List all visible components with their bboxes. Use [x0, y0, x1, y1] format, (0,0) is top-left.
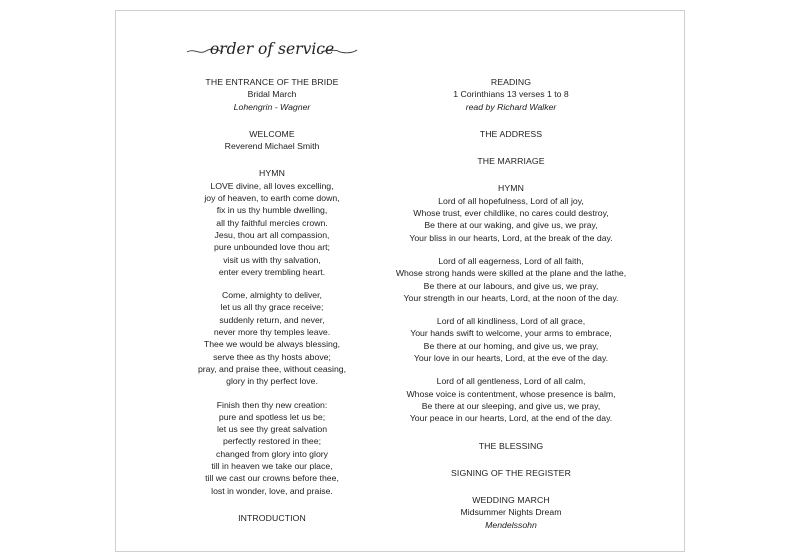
hymn-line: till we cast our crowns before thee,	[205, 473, 339, 484]
welcome-speaker: Reverend Michael Smith	[224, 141, 320, 152]
entrance-composer: Lohengrin - Wagner	[233, 101, 311, 112]
page-title: order of service	[209, 40, 335, 58]
hymn-line: Thee we would be always blessing,	[203, 339, 341, 350]
hymn-heading: HYMN	[259, 168, 285, 179]
hymn-heading: HYMN	[498, 183, 524, 194]
hymn-stanza	[386, 195, 636, 244]
hymn-line: let us all thy grace receive;	[220, 302, 324, 313]
hymn-line: Come, almighty to deliver,	[222, 290, 322, 301]
hymn-line: pray, and praise thee, without ceasing,	[197, 363, 347, 374]
hymn-line: serve thee as thy hosts above;	[213, 351, 331, 362]
hymn-line: visit us with thy salvation,	[223, 254, 321, 265]
hymn-line: Lord of all kindliness, Lord of all grace,	[436, 316, 586, 327]
wedding-march-piece: Midsummer Nights Dream	[460, 507, 562, 518]
hymn-line: Be there at our homing, and give us, we pray,	[423, 340, 599, 351]
hymn-line: Be there at our labours, and give us, we pray,	[423, 280, 599, 291]
hymn-line: Finish then thy new creation:	[216, 399, 328, 410]
hymn-line: Lord of all gentleness, Lord of all calm,	[436, 376, 586, 387]
hymn-line: Lord of all hopefulness, Lord of all joy,	[438, 195, 584, 206]
entrance-heading: THE ENTRANCE OF THE BRIDE	[205, 77, 339, 87]
hymn-stanza	[158, 399, 386, 497]
hymn-line: Be there at our sleeping, and give us, we pray,	[421, 400, 601, 411]
title-block	[186, 39, 358, 61]
hymn-line: lost in wonder, love, and praise.	[211, 485, 333, 496]
hymn-line: Your hands swift to welcome, your arms to embrace,	[410, 328, 612, 339]
hymn-line: glory in thy perfect love.	[226, 376, 318, 387]
welcome-heading: WELCOME	[249, 128, 295, 139]
marriage-heading: THE MARRIAGE	[477, 156, 545, 167]
hymn-stanza	[386, 375, 636, 424]
blessing-heading: THE BLESSING	[478, 440, 544, 451]
hymn-line: Lord of all eagerness, Lord of all faith,	[438, 255, 584, 266]
hymn-stanza	[158, 289, 386, 387]
hymn-line: joy of heaven, to earth come down,	[204, 193, 340, 204]
wedding-march-composer: Mendelssohn	[485, 519, 537, 530]
left-column	[158, 76, 386, 524]
hymn-line: Be there at our waking, and give us, we pray,	[424, 220, 598, 231]
register-heading: SIGNING OF THE REGISTER	[451, 467, 571, 478]
hymn-line: changed from glory into glory	[215, 448, 329, 459]
right-flourish-icon	[320, 46, 358, 56]
hymn-line: Whose voice is contentment, whose presence is balm,	[406, 388, 616, 399]
hymn-line: enter every trembling heart.	[218, 266, 326, 277]
hymn-line: pure and spotless let us be;	[218, 411, 326, 422]
hymn-line: all thy faithful mercies crown.	[216, 217, 328, 228]
hymn-line: pure unbounded love thou art;	[214, 242, 330, 253]
hymn-line: Your strength in our hearts, Lord, at the noon of the day.	[403, 292, 619, 303]
address-heading: THE ADDRESS	[479, 128, 543, 139]
hymn-line: let us see thy great salvation	[216, 424, 328, 435]
hymn-line: Your love in our hearts, Lord, at the eve of the day.	[413, 353, 609, 364]
reading-heading: READING	[490, 77, 532, 87]
hymn-line: Your peace in our hearts, Lord, at the end of the day.	[409, 413, 613, 424]
hymn-line: perfectly restored in thee;	[222, 436, 322, 447]
hymn-line: Jesu, thou art all compassion,	[214, 229, 330, 240]
hymn-line: LOVE divine, all loves excelling,	[210, 180, 334, 191]
introduction-heading: INTRODUCTION	[238, 512, 306, 523]
reading-reader: read by Richard Walker	[465, 101, 557, 112]
order-of-service-page	[115, 10, 685, 552]
hymn-line: suddenly return, and never,	[219, 314, 325, 325]
hymn-stanza	[386, 255, 636, 304]
entrance-piece: Bridal March	[247, 89, 297, 100]
hymn-line: Whose trust, ever childlike, no cares could destroy,	[413, 208, 609, 219]
hymn-line: fix in us thy humble dwelling,	[216, 205, 328, 216]
right-column	[386, 76, 636, 531]
wedding-march-heading: WEDDING MARCH	[472, 495, 550, 506]
hymn-line: till in heaven we take our place,	[211, 461, 333, 472]
hymn-stanza	[386, 315, 636, 364]
hymn-line: Your bliss in our hearts, Lord, at the break of the day.	[409, 232, 613, 243]
hymn-stanza	[158, 180, 386, 278]
reading-passage: 1 Corinthians 13 verses 1 to 8	[453, 89, 569, 100]
hymn-line: Whose strong hands were skilled at the plane and the lathe,	[395, 268, 627, 279]
hymn-line: never more thy temples leave.	[213, 327, 331, 338]
